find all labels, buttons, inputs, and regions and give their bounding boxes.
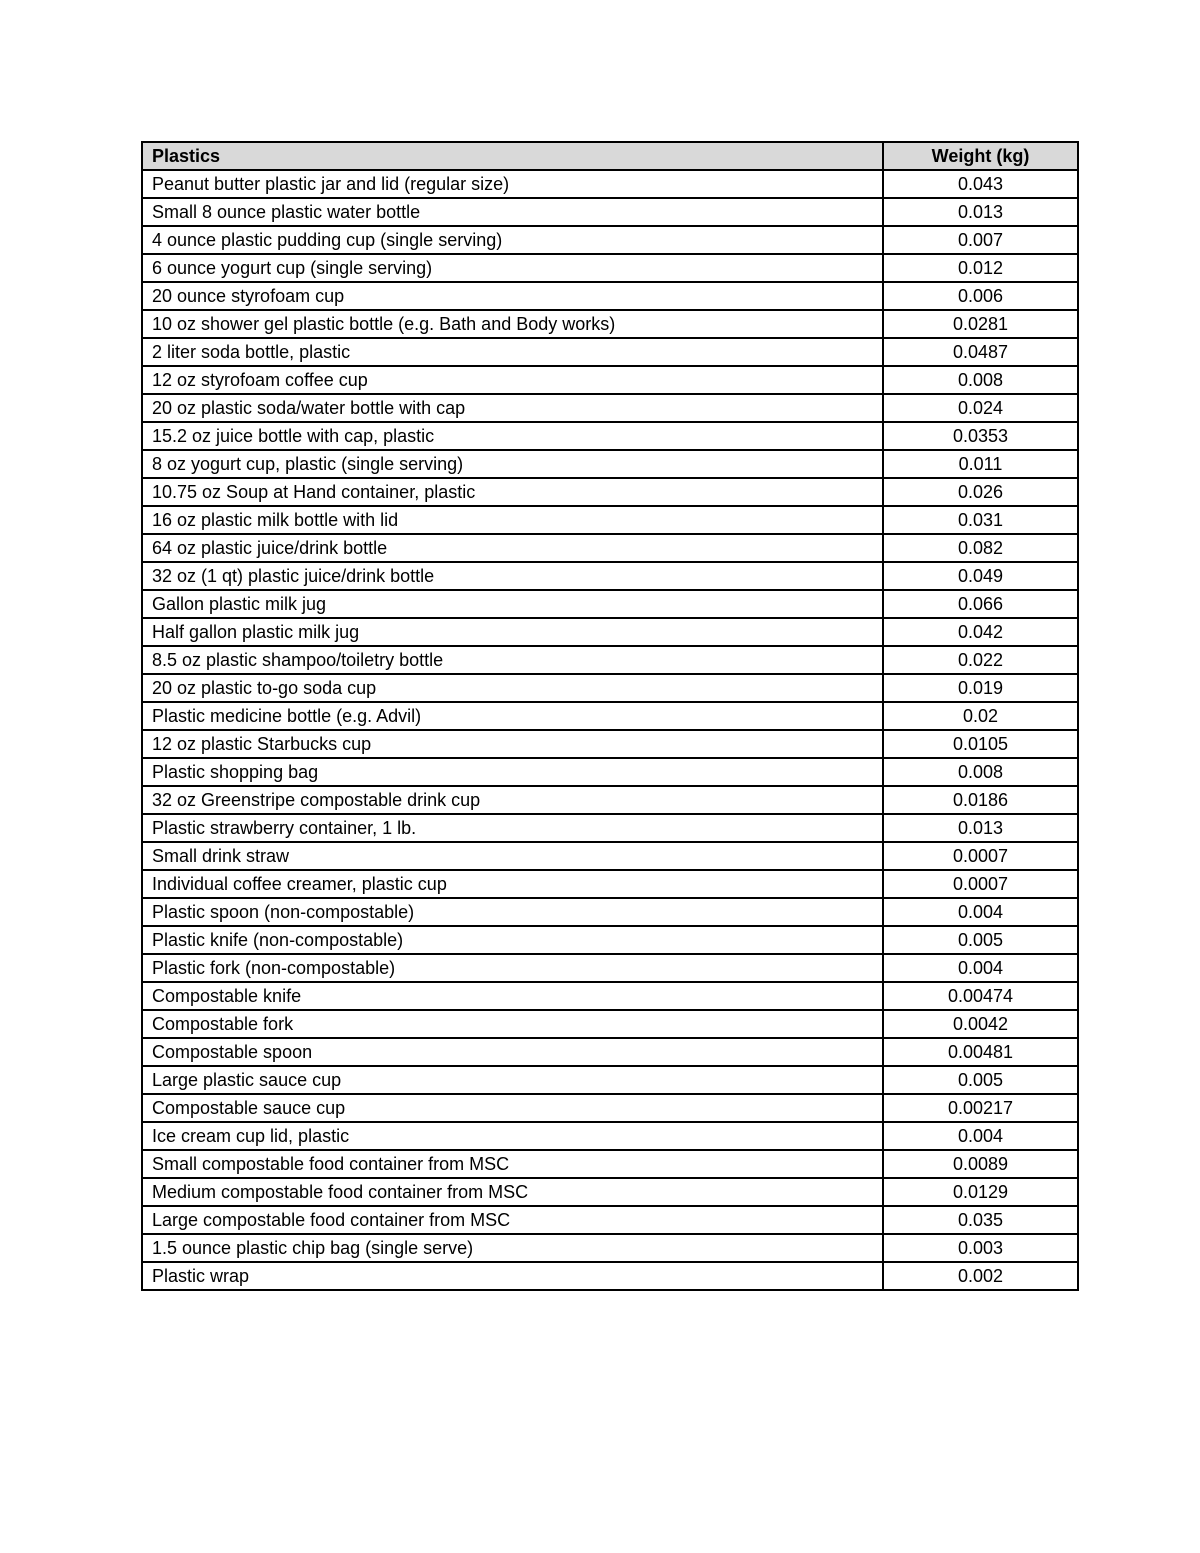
item-weight-cell: 0.004 [883, 1122, 1078, 1150]
item-weight-cell: 0.0089 [883, 1150, 1078, 1178]
item-name-cell: Peanut butter plastic jar and lid (regular size) [142, 170, 883, 198]
item-weight-cell: 0.066 [883, 590, 1078, 618]
table-row [142, 898, 1078, 926]
item-weight-cell: 0.0042 [883, 1010, 1078, 1038]
item-name-cell: 32 oz Greenstripe compostable drink cup [142, 786, 883, 814]
item-name-cell: 16 oz plastic milk bottle with lid [142, 506, 883, 534]
item-weight-cell: 0.0186 [883, 786, 1078, 814]
item-name-cell: 20 oz plastic soda/water bottle with cap [142, 394, 883, 422]
table-row [142, 198, 1078, 226]
table-row [142, 702, 1078, 730]
item-weight-cell: 0.049 [883, 562, 1078, 590]
item-name-cell: Compostable fork [142, 1010, 883, 1038]
item-name-cell: Plastic shopping bag [142, 758, 883, 786]
item-name-cell: 1.5 ounce plastic chip bag (single serve) [142, 1234, 883, 1262]
table-row [142, 786, 1078, 814]
table-row [142, 842, 1078, 870]
item-weight-cell: 0.0129 [883, 1178, 1078, 1206]
table-row [142, 562, 1078, 590]
table-row [142, 534, 1078, 562]
table-row [142, 1178, 1078, 1206]
item-weight-cell: 0.005 [883, 926, 1078, 954]
item-name-cell: Half gallon plastic milk jug [142, 618, 883, 646]
table-row [142, 282, 1078, 310]
table-row [142, 758, 1078, 786]
item-weight-cell: 0.013 [883, 198, 1078, 226]
item-weight-cell: 0.0281 [883, 310, 1078, 338]
item-weight-cell: 0.022 [883, 646, 1078, 674]
item-name-cell: 12 oz plastic Starbucks cup [142, 730, 883, 758]
item-weight-cell: 0.043 [883, 170, 1078, 198]
item-weight-cell: 0.0007 [883, 842, 1078, 870]
table-row [142, 1066, 1078, 1094]
item-weight-cell: 0.005 [883, 1066, 1078, 1094]
table-row [142, 926, 1078, 954]
item-weight-cell: 0.0105 [883, 730, 1078, 758]
item-name-cell: Large compostable food container from MSC [142, 1206, 883, 1234]
item-weight-cell: 0.024 [883, 394, 1078, 422]
item-name-cell: 6 ounce yogurt cup (single serving) [142, 254, 883, 282]
item-weight-cell: 0.007 [883, 226, 1078, 254]
item-weight-cell: 0.008 [883, 758, 1078, 786]
item-name-cell: 12 oz styrofoam coffee cup [142, 366, 883, 394]
item-name-cell: Large plastic sauce cup [142, 1066, 883, 1094]
item-name-cell: Ice cream cup lid, plastic [142, 1122, 883, 1150]
item-weight-cell: 0.00474 [883, 982, 1078, 1010]
table-row [142, 590, 1078, 618]
table-row [142, 310, 1078, 338]
table-row [142, 366, 1078, 394]
table-row [142, 450, 1078, 478]
table-row [142, 870, 1078, 898]
item-name-cell: Plastic strawberry container, 1 lb. [142, 814, 883, 842]
item-weight-cell: 0.003 [883, 1234, 1078, 1262]
item-weight-cell: 0.002 [883, 1262, 1078, 1290]
item-name-cell: 8.5 oz plastic shampoo/toiletry bottle [142, 646, 883, 674]
item-weight-cell: 0.02 [883, 702, 1078, 730]
item-weight-cell: 0.026 [883, 478, 1078, 506]
item-weight-cell: 0.011 [883, 450, 1078, 478]
item-name-cell: Small 8 ounce plastic water bottle [142, 198, 883, 226]
item-weight-cell: 0.042 [883, 618, 1078, 646]
table-row [142, 954, 1078, 982]
item-name-cell: 10.75 oz Soup at Hand container, plastic [142, 478, 883, 506]
table-row [142, 1010, 1078, 1038]
table-row [142, 422, 1078, 450]
item-weight-cell: 0.0487 [883, 338, 1078, 366]
item-weight-cell: 0.008 [883, 366, 1078, 394]
item-weight-cell: 0.012 [883, 254, 1078, 282]
item-name-cell: 64 oz plastic juice/drink bottle [142, 534, 883, 562]
table-row [142, 674, 1078, 702]
item-name-cell: 2 liter soda bottle, plastic [142, 338, 883, 366]
item-weight-cell: 0.004 [883, 954, 1078, 982]
item-weight-cell: 0.082 [883, 534, 1078, 562]
item-name-cell: Plastic fork (non-compostable) [142, 954, 883, 982]
table-row [142, 1122, 1078, 1150]
item-weight-cell: 0.006 [883, 282, 1078, 310]
item-name-cell: 8 oz yogurt cup, plastic (single serving) [142, 450, 883, 478]
table-row [142, 814, 1078, 842]
item-weight-cell: 0.004 [883, 898, 1078, 926]
table-row [142, 1262, 1078, 1290]
item-name-cell: Plastic spoon (non-compostable) [142, 898, 883, 926]
item-name-cell: 10 oz shower gel plastic bottle (e.g. Bath and Body works) [142, 310, 883, 338]
item-name-cell: 20 oz plastic to-go soda cup [142, 674, 883, 702]
item-weight-cell: 0.0007 [883, 870, 1078, 898]
item-name-cell: Individual coffee creamer, plastic cup [142, 870, 883, 898]
table-row [142, 1094, 1078, 1122]
item-name-cell: Compostable spoon [142, 1038, 883, 1066]
item-name-cell: Plastic knife (non-compostable) [142, 926, 883, 954]
item-name-cell: Plastic wrap [142, 1262, 883, 1290]
table-row [142, 506, 1078, 534]
item-name-cell: 20 ounce styrofoam cup [142, 282, 883, 310]
item-name-cell: 4 ounce plastic pudding cup (single serving) [142, 226, 883, 254]
table-row [142, 1234, 1078, 1262]
item-name-cell: Gallon plastic milk jug [142, 590, 883, 618]
item-weight-cell: 0.013 [883, 814, 1078, 842]
table-row [142, 1150, 1078, 1178]
table-row [142, 478, 1078, 506]
table-row [142, 254, 1078, 282]
item-name-cell: 15.2 oz juice bottle with cap, plastic [142, 422, 883, 450]
item-weight-cell: 0.00481 [883, 1038, 1078, 1066]
item-weight-cell: 0.00217 [883, 1094, 1078, 1122]
item-weight-cell: 0.0353 [883, 422, 1078, 450]
table-row [142, 1038, 1078, 1066]
plastics-column-header: Plastics [142, 142, 883, 170]
table-body [142, 170, 1078, 1290]
item-weight-cell: 0.019 [883, 674, 1078, 702]
item-name-cell: Compostable knife [142, 982, 883, 1010]
item-weight-cell: 0.035 [883, 1206, 1078, 1234]
item-name-cell: 32 oz (1 qt) plastic juice/drink bottle [142, 562, 883, 590]
table-row [142, 646, 1078, 674]
table-row [142, 1206, 1078, 1234]
item-weight-cell: 0.031 [883, 506, 1078, 534]
header-row [142, 142, 1078, 170]
item-name-cell: Medium compostable food container from MSC [142, 1178, 883, 1206]
table-row [142, 338, 1078, 366]
item-name-cell: Small drink straw [142, 842, 883, 870]
plastics-weight-table [141, 141, 1079, 1291]
item-name-cell: Plastic medicine bottle (e.g. Advil) [142, 702, 883, 730]
table-row [142, 394, 1078, 422]
table-row [142, 170, 1078, 198]
table-row [142, 982, 1078, 1010]
weight-column-header: Weight (kg) [883, 142, 1078, 170]
table-row [142, 730, 1078, 758]
item-name-cell: Small compostable food container from MSC [142, 1150, 883, 1178]
item-name-cell: Compostable sauce cup [142, 1094, 883, 1122]
table-header [142, 142, 1078, 170]
table-row [142, 226, 1078, 254]
table-row [142, 618, 1078, 646]
